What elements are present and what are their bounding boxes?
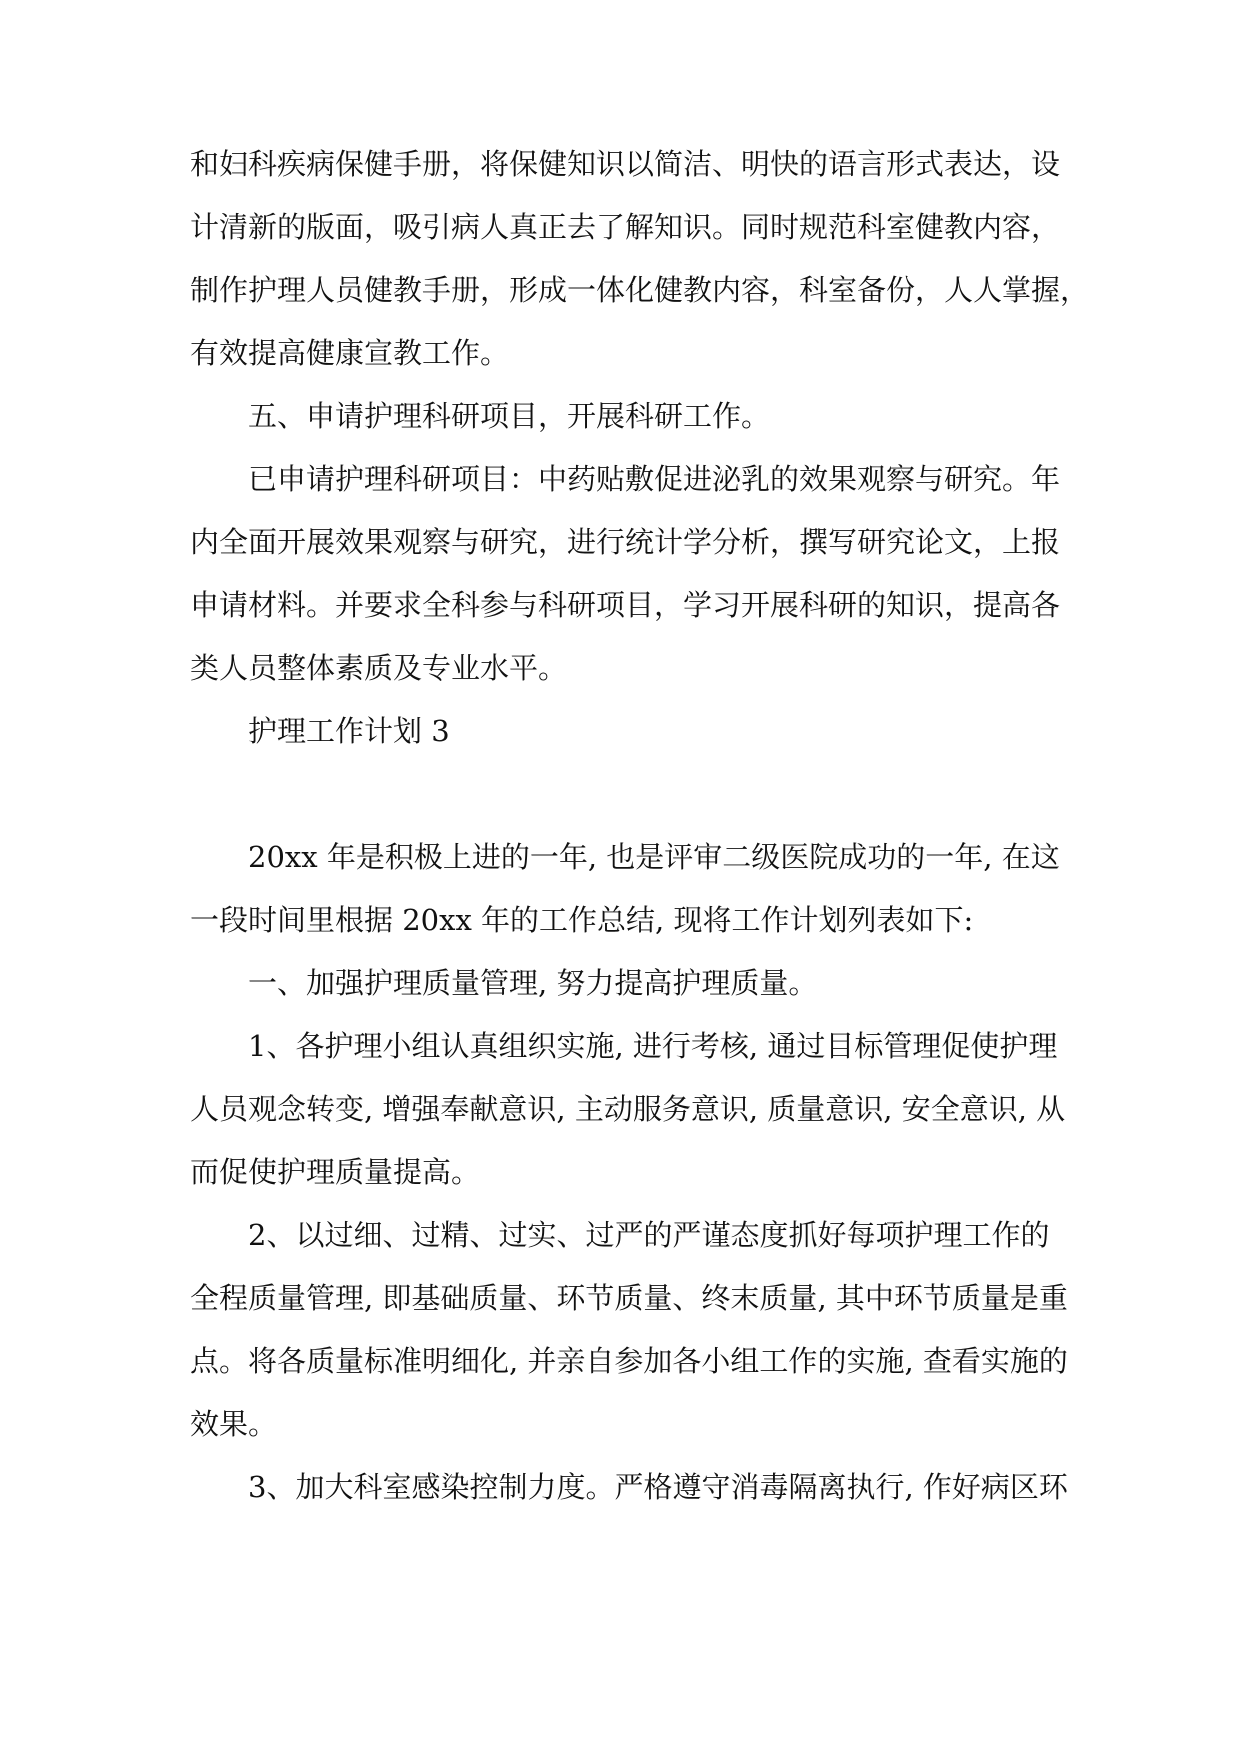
paragraph-health-education xyxy=(190,133,1090,385)
text-line: 计清新的版面，吸引病人真正去了解知识。同时规范科室健教内容， xyxy=(190,210,1061,244)
spacer xyxy=(190,763,1060,826)
text-line: 人员观念转变, 增强奉献意识, 主动服务意识, 质量意识, 安全意识, 从 xyxy=(190,1092,1066,1126)
text-line: 效果。 xyxy=(190,1407,278,1441)
document-body xyxy=(190,133,1090,1519)
text-line: 2、以过细、过精、过实、过严的严谨态度抓好每项护理工作的 xyxy=(248,1218,1050,1252)
paragraph-research-project xyxy=(190,448,1060,700)
text-line: 申请材料。并要求全科参与科研项目，学习开展科研的知识，提高各 xyxy=(190,588,1061,622)
text-line: 全程质量管理, 即基础质量、环节质量、终末质量, 其中环节质量是重 xyxy=(190,1281,1068,1315)
plan-title: 护理工作计划 3 xyxy=(248,714,450,748)
text-line: 20xx 年是积极上进的一年, 也是评审二级医院成功的一年, 在这 xyxy=(248,840,1060,874)
section-heading-research: 五、申请护理科研项目，开展科研工作。 xyxy=(248,399,771,433)
text-line: 有效提高健康宣教工作。 xyxy=(190,336,510,370)
text-line: 制作护理人员健教手册，形成一体化健教内容，科室备份，人人掌握， xyxy=(190,273,1090,307)
list-item-2 xyxy=(190,1204,1068,1456)
list-item-3 xyxy=(190,1456,1068,1519)
text-line: 已申请护理科研项目：中药贴敷促进泌乳的效果观察与研究。年 xyxy=(248,462,1061,496)
text-line: 3、加大科室感染控制力度。严格遵守消毒隔离执行, 作好病区环 xyxy=(248,1470,1068,1504)
text-line: 内全面开展效果观察与研究，进行统计学分析，撰写研究论文，上报 xyxy=(190,525,1061,559)
text-line: 一段时间里根据 20xx 年的工作总结, 现将工作计划列表如下: xyxy=(190,903,974,937)
list-item-1 xyxy=(190,1015,1066,1204)
paragraph-intro xyxy=(190,826,1060,952)
text-line: 而促使护理质量提高。 xyxy=(190,1155,481,1189)
text-line: 和妇科疾病保健手册，将保健知识以简洁、明快的语言形式表达，设 xyxy=(190,147,1061,181)
text-line: 类人员整体素质及专业水平。 xyxy=(190,651,568,685)
text-line: 点。将各质量标准明细化, 并亲自参加各小组工作的实施, 查看实施的 xyxy=(190,1344,1068,1378)
section-heading-quality: 一、加强护理质量管理, 努力提高护理质量。 xyxy=(248,966,818,1000)
text-line: 1、各护理小组认真组织实施, 进行考核, 通过目标管理促使护理 xyxy=(248,1029,1058,1063)
